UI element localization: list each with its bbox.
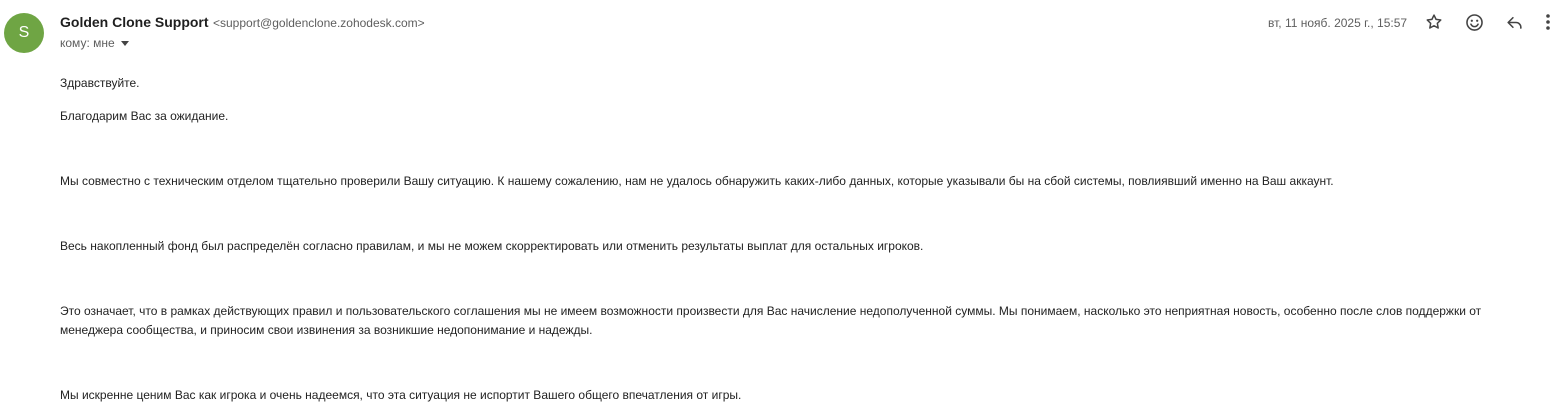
- message-greeting: Здравствуйте.: [60, 76, 140, 90]
- sender-name[interactable]: Golden Clone Support: [60, 14, 209, 30]
- sender-email: <support@goldenclone.zohodesk.com>: [213, 16, 425, 30]
- message-paragraph: Весь накопленный фонд был распределён согласно правилам, и мы не можем скорректировать или отменить результаты выплат для остальных игроков.: [60, 239, 924, 253]
- recipient-line[interactable]: [60, 36, 129, 50]
- email-date: вт, 11 нояб. 2025 г., 15:57: [1268, 16, 1408, 30]
- avatar[interactable]: S: [4, 13, 44, 53]
- message-paragraph: Мы совместно с техническим отделом тщательно проверили Вашу ситуацию. К нашему сожалению, нам не удалось обнаружить каких-либо данных, которые указывали бы на сбой системы, повлиявший именно на Ваш аккаунт.: [60, 174, 1334, 188]
- star-icon[interactable]: [1422, 10, 1446, 34]
- emoji-icon[interactable]: [1462, 10, 1486, 34]
- sender-header: [60, 14, 425, 32]
- chevron-down-icon[interactable]: [121, 41, 129, 46]
- recipient-label: кому: мне: [60, 36, 115, 50]
- message-paragraph: Мы искренне ценим Вас как игрока и очень надеемся, что эта ситуация не испортит Вашего общего впечатления от игры.: [60, 388, 742, 402]
- more-vert-icon[interactable]: [1542, 10, 1554, 34]
- message-paragraph: Это означает, что в рамках действующих правил и пользовательского соглашения мы не имеем возможности произвести для Вас начисление недополученной суммы. Мы понимаем, насколько это неприятная новость, особенно после слов поддержки от менеджера сообщества, и приносим свои извинения за возникшие недопонимание и надежды.: [60, 304, 1482, 337]
- message-paragraph: Благодарим Вас за ожидание.: [60, 109, 229, 123]
- reply-icon[interactable]: [1502, 10, 1526, 34]
